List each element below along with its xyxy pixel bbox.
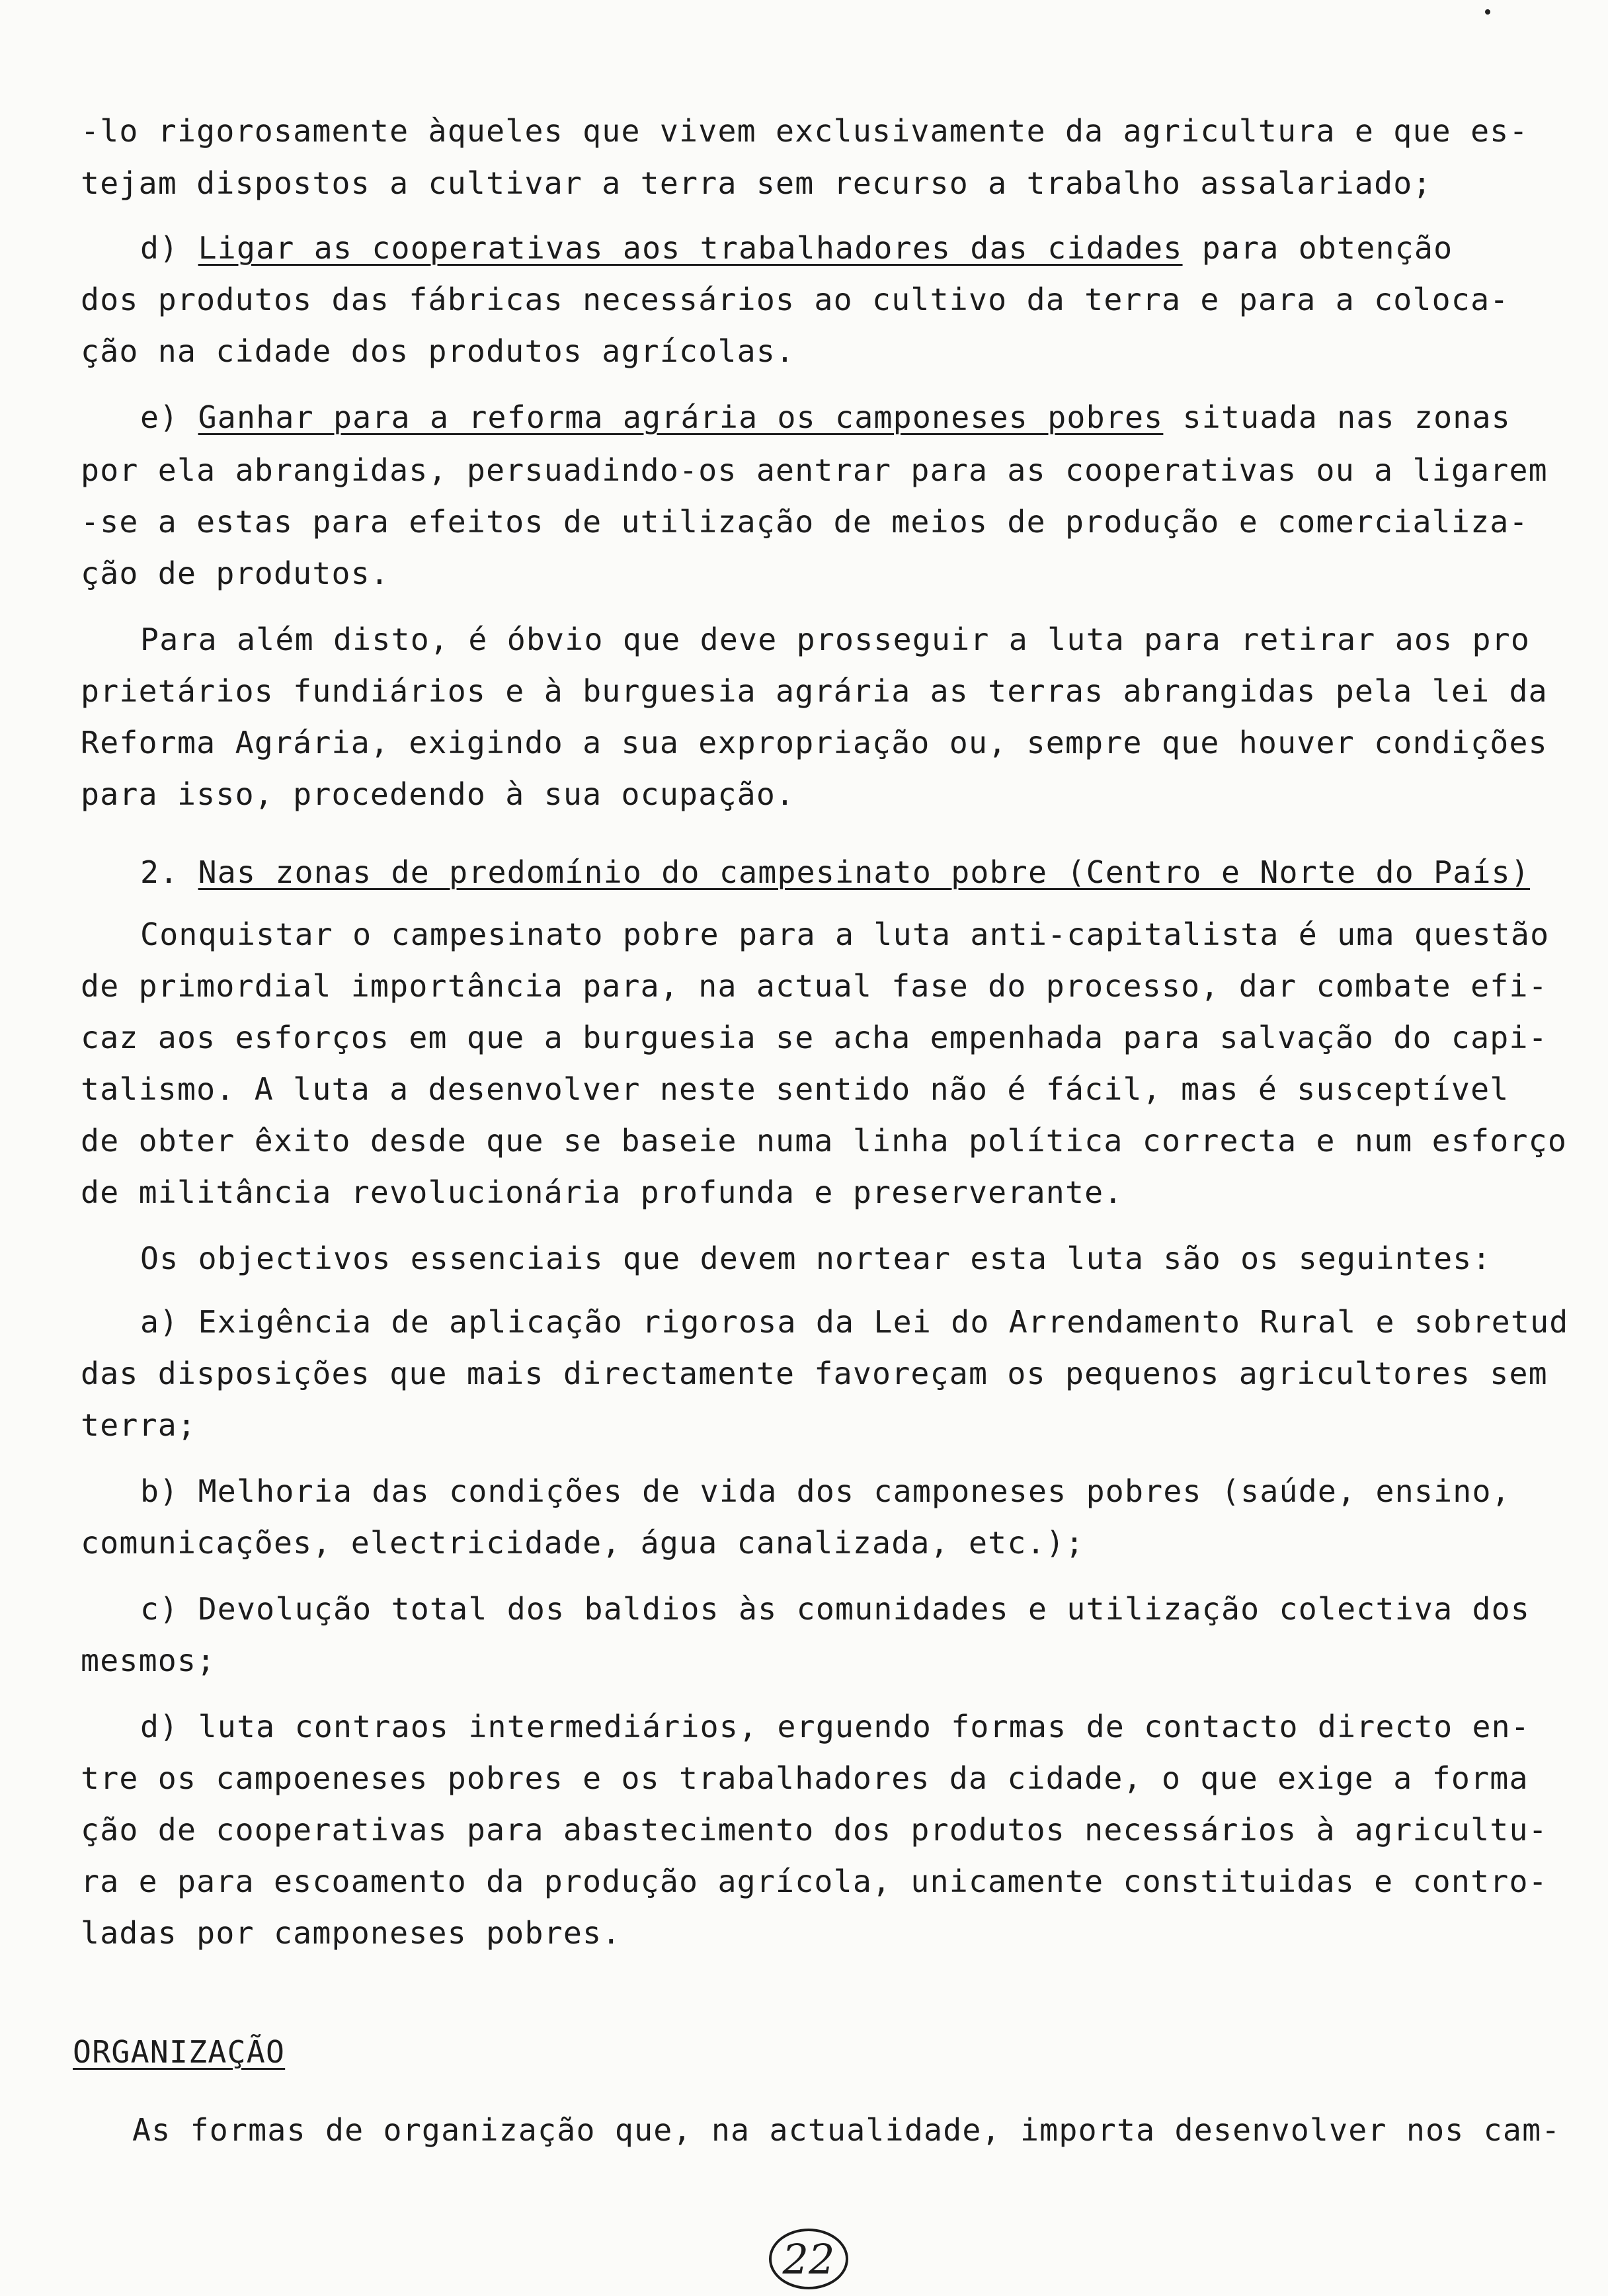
text-line: As formas de organização que, na actualidade, importa desenvolver nos cam- bbox=[132, 2112, 1561, 2148]
text-line: dos produtos das fábricas necessários ao cultivo da terra e para a coloca- bbox=[81, 282, 1509, 317]
text-line: tejam dispostos a cultivar a terra sem recurso a trabalho assalariado; bbox=[81, 165, 1432, 201]
page-number: 22 bbox=[769, 2229, 848, 2289]
text-line: a) Exigência de aplicação rigorosa da Lei do Arrendamento Rural e sobretud bbox=[140, 1304, 1569, 1340]
underlined-phrase: Ganhar para a reforma agrária os camponeses pobres bbox=[198, 399, 1164, 435]
text-line: Para além disto, é óbvio que deve prosseguir a luta para retirar aos pro bbox=[140, 622, 1531, 657]
paragraph-e-first-line: e) Ganhar para a reforma agrária os camponeses pobres situada nas zonas bbox=[140, 399, 1511, 435]
underlined-heading: Nas zonas de predomínio do campesinato pobre (Centro e Norte do País) bbox=[198, 854, 1531, 890]
text-line: de militância revolucionária profunda e preserverante. bbox=[81, 1174, 1123, 1210]
text-line: para isso, procedendo à sua ocupação. bbox=[81, 776, 795, 812]
text-line: ção de cooperativas para abastecimento dos produtos necessários à agricultu- bbox=[81, 1812, 1548, 1848]
text-line: b) Melhoria das condições de vida dos camponeses pobres (saúde, ensino, bbox=[140, 1473, 1511, 1509]
text-line: por ela abrangidas, persuadindo-os aentrar para as cooperativas ou a ligarem bbox=[81, 452, 1548, 488]
text-line: de obter êxito desde que se baseie numa linha política correcta e num esforço bbox=[81, 1123, 1568, 1159]
text-line: mesmos; bbox=[81, 1643, 216, 1678]
text-line: -lo rigorosamente àqueles que vivem exclusivamente da agricultura e que es- bbox=[81, 113, 1529, 149]
text-line: das disposições que mais directamente favoreçam os pequenos agricultores sem bbox=[81, 1356, 1548, 1391]
text-line: Conquistar o campesinato pobre para a luta anti-capitalista é uma questão bbox=[140, 917, 1550, 952]
text-line: Reforma Agrária, exigindo a sua expropriação ou, sempre que houver condições bbox=[81, 725, 1548, 760]
text-line: tre os campoeneses pobres e os trabalhadores da cidade, o que exige a forma bbox=[81, 1760, 1529, 1796]
text-line: Os objectivos essenciais que devem nortear esta luta são os seguintes: bbox=[140, 1241, 1492, 1276]
text-line: caz aos esforços em que a burguesia se acha empenhada para salvação do capi- bbox=[81, 1020, 1548, 1055]
underlined-phrase: Ligar as cooperativas aos trabalhadores das cidades bbox=[198, 230, 1183, 266]
text-line: comunicações, electricidade, água canalizada, etc.); bbox=[81, 1525, 1085, 1561]
text-line: ladas por camponeses pobres. bbox=[81, 1915, 622, 1951]
text-line: ção na cidade dos produtos agrícolas. bbox=[81, 333, 795, 369]
section-2-heading: 2. Nas zonas de predomínio do campesinato pobre (Centro e Norte do País) bbox=[140, 854, 1531, 890]
paragraph-d-first-line: d) Ligar as cooperativas aos trabalhadores das cidades para obtenção bbox=[140, 230, 1453, 266]
text-line: terra; bbox=[81, 1407, 197, 1443]
ink-speck bbox=[1485, 9, 1490, 15]
text-line: de primordial importância para, na actual fase do processo, dar combate efi- bbox=[81, 968, 1548, 1004]
text-line: ção de produtos. bbox=[81, 555, 390, 591]
text-line: d) luta contraos intermediários, erguendo formas de contacto directo en- bbox=[140, 1709, 1531, 1744]
text-line: c) Devolução total dos baldios às comunidades e utilização colectiva dos bbox=[140, 1591, 1531, 1627]
section-heading-organizacao: ORGANIZAÇÃO bbox=[73, 2034, 286, 2070]
text-line: prietários fundiários e à burguesia agrária as terras abrangidas pela lei da bbox=[81, 673, 1548, 709]
text-line: -se a estas para efeitos de utilização de meios de produção e comercializa- bbox=[81, 504, 1529, 540]
text-line: talismo. A luta a desenvolver neste sentido não é fácil, mas é susceptível bbox=[81, 1071, 1509, 1107]
text-line: ra e para escoamento da produção agrícola, unicamente constituidas e contro- bbox=[81, 1864, 1548, 1899]
